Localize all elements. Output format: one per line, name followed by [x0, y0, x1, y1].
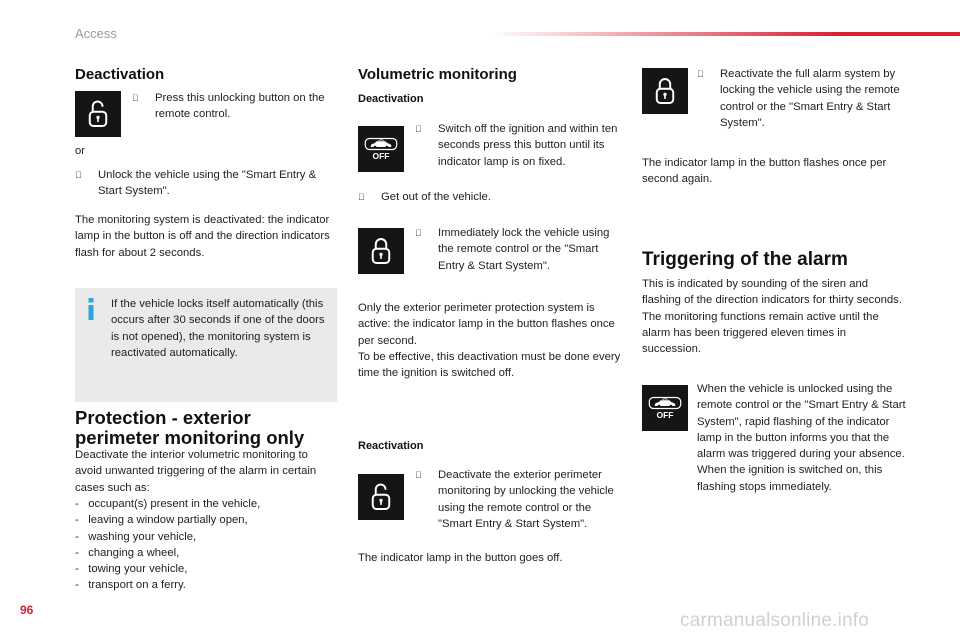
checkbox-bullet-icon: [415, 121, 422, 137]
lock-button-icon: [642, 68, 688, 114]
checkbox-bullet-icon: [358, 189, 365, 205]
off-label: OFF: [372, 151, 390, 161]
volumetric-step-lock: Immediately lock the vehicle using the remote control or the "Smart Entry & Start System".: [415, 225, 615, 274]
protection-heading: Protection - exterior perimeter monitoring only: [75, 407, 305, 448]
volumetric-deactivation-text: Only the exterior perimeter protection system is active: the indicator lamp in the button flashes once per second. To be effective, this deactivation must be done every time the ignition is switched off.: [358, 302, 621, 380]
car-icon: [648, 396, 682, 410]
car-icon: [364, 137, 398, 151]
list-item: - occupant(s) present in the vehicle,: [75, 498, 261, 510]
list-item: - washing your vehicle,: [75, 530, 197, 543]
list-item: - towing your vehicle,: [75, 563, 188, 576]
triggering-alarm-text: This is indicated by sounding of the siren and flashing of the direction indicators for thirty seconds. The monitoring functions remain active until the alarm has been triggered eleven times in succession.: [642, 278, 902, 356]
unlock-button-icon: [358, 474, 404, 520]
lock-button-icon: [358, 228, 404, 274]
reactivation-lamp-text: The indicator lamp in the button flashes once per second again.: [642, 157, 887, 186]
volumetric-monitoring-heading: Volumetric monitoring: [358, 66, 517, 83]
deactivation-step-unlock-button: Press this unlocking button on the remote control.: [132, 90, 332, 123]
volumetric-step-switch-off: Switch off the ignition and within ten seconds press this button until its indicator lamp is on fixed.: [415, 121, 620, 170]
volumetric-off-button-icon: [642, 385, 688, 431]
header-accent-bar: [490, 32, 960, 36]
page-number: 96: [20, 603, 34, 617]
info-icon: [84, 298, 98, 320]
unlock-button-icon: [75, 91, 121, 137]
watermark: carmanualsonline.info: [680, 610, 870, 631]
deactivation-step-smart-entry: Unlock the vehicle using the "Smart Entry & Start System".: [75, 167, 325, 200]
checkbox-bullet-icon: [697, 66, 704, 82]
info-box: [75, 288, 337, 402]
checkbox-bullet-icon: [75, 167, 82, 183]
page-header-title: Access: [75, 26, 117, 41]
protection-list: [75, 496, 337, 594]
reactivation-result-text: The indicator lamp in the button goes off.: [358, 552, 563, 564]
volumetric-off-button-icon: [358, 126, 404, 172]
list-item: - leaving a window partially open,: [75, 514, 248, 527]
volumetric-step-get-out: Get out of the vehicle.: [358, 189, 620, 205]
reactivate-full-alarm-step: Reactivate the full alarm system by locking the vehicle using the remote control or the "Smart Entry & Start System".: [697, 66, 902, 131]
deactivation-subheading: Deactivation: [358, 93, 424, 105]
info-text: If the vehicle locks itself automatically (this occurs after 30 seconds if one of the doors is not opened), the monitoring system is reactivated automatically.: [111, 298, 325, 359]
alarm-triggered-info: When the vehicle is unlocked using the remote control or the "Smart Entry & Start System", rapid flashing of the indicator lamp in the button informs you that the alarm was triggered during your absence. When the ignition is switched on, this flashing stops immediately.: [697, 383, 906, 493]
deactivation-result-text: The monitoring system is deactivated: the indicator lamp in the button is off and the direction indicators flash for about 2 seconds.: [75, 214, 330, 259]
triggering-alarm-heading: Triggering of the alarm: [642, 249, 848, 270]
checkbox-bullet-icon: [415, 225, 422, 241]
reactivation-step-unlock: Deactivate the exterior perimeter monitoring by unlocking the vehicle using the remote control or the "Smart Entry & Start System".: [415, 467, 620, 532]
protection-intro: Deactivate the interior volumetric monitoring to avoid unwanted triggering of the alarm in certain cases such as:: [75, 449, 317, 494]
list-item: - changing a wheel,: [75, 546, 180, 559]
or-text: or: [75, 145, 86, 157]
checkbox-bullet-icon: [415, 467, 422, 483]
reactivation-subheading: Reactivation: [358, 440, 424, 452]
checkbox-bullet-icon: [132, 90, 139, 106]
list-item: - transport on a ferry.: [75, 579, 186, 592]
off-label: OFF: [656, 410, 674, 420]
deactivation-heading: Deactivation: [75, 66, 165, 83]
